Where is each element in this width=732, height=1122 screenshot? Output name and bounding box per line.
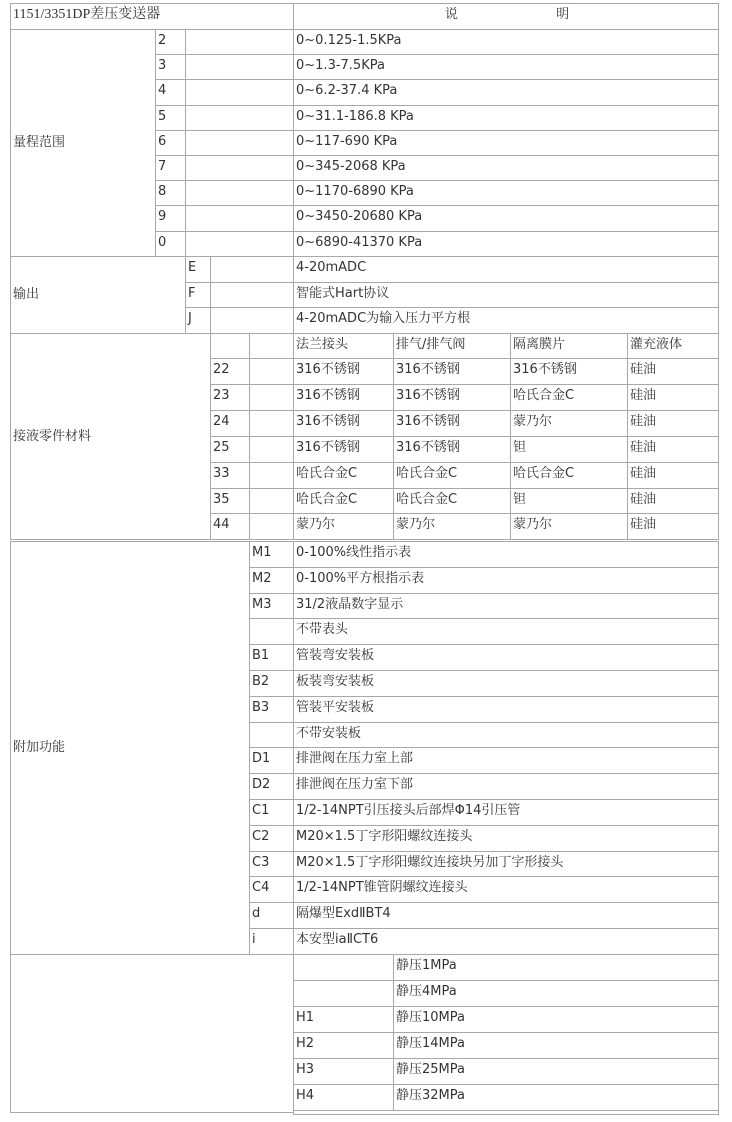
range-code: 0 [155, 231, 186, 257]
output-desc: 4-20mADC为输入压力平方根 [293, 307, 719, 334]
addon-desc: 31/2液晶数字显示 [293, 593, 719, 619]
addon-label: 附加功能 [10, 541, 250, 955]
output-spacer [210, 282, 294, 308]
output-desc: 智能式Hart协议 [293, 282, 719, 308]
wetted-header-spacer [249, 333, 294, 359]
range-desc: 0~1170-6890 KPa [293, 180, 719, 206]
range-spacer [185, 79, 294, 106]
addon-desc: 1/2-14NPT锥管阴螺纹连接头 [293, 876, 719, 903]
wetted-code: 35 [210, 488, 250, 514]
addon-desc: 管装弯安装板 [293, 644, 719, 671]
range-code: 5 [155, 105, 186, 131]
wetted-flange: 316不锈钢 [293, 358, 394, 385]
range-desc: 0~345-2068 KPa [293, 155, 719, 181]
addon-desc: 隔爆型ExdⅡBT4 [293, 902, 719, 929]
description-header-char-1: 说 [444, 7, 458, 22]
addon-desc: 1/2-14NPT引压接头后部焊Φ14引压管 [293, 799, 719, 826]
addon-code: M3 [249, 593, 294, 619]
addon-code: D2 [249, 773, 294, 800]
addon-desc: 管装平安装板 [293, 696, 719, 723]
wetted-label: 接液零件材料 [10, 333, 211, 540]
wetted-fill: 硅油 [627, 513, 719, 540]
wetted-vent: 316不锈钢 [393, 358, 511, 385]
addon-code: C1 [249, 799, 294, 826]
range-desc: 0~117-690 KPa [293, 130, 719, 156]
addon-code: i [249, 928, 294, 955]
wetted-fill: 硅油 [627, 410, 719, 437]
addon-desc: 0-100%线性指示表 [293, 541, 719, 568]
wetted-code: 33 [210, 462, 250, 489]
addon-code [249, 722, 294, 748]
static-code: H2 [293, 1032, 394, 1059]
wetted-flange: 316不锈钢 [293, 436, 394, 463]
range-desc: 0~6.2-37.4 KPa [293, 79, 719, 106]
wetted-column-header: 排气/排气阀 [393, 333, 511, 359]
wetted-spacer [249, 384, 294, 411]
wetted-flange: 哈氏合金C [293, 488, 394, 514]
addon-desc: 本安型iaⅡCT6 [293, 928, 719, 955]
range-spacer [185, 105, 294, 131]
wetted-diaphragm: 哈氏合金C [510, 462, 628, 489]
addon-desc: 板装弯安装板 [293, 670, 719, 697]
wetted-code: 44 [210, 513, 250, 540]
addon-desc: 排泄阀在压力室下部 [293, 773, 719, 800]
range-code: 7 [155, 155, 186, 181]
static-desc: 静压10MPa [393, 1006, 719, 1033]
wetted-vent: 蒙乃尔 [393, 513, 511, 540]
wetted-column-header: 灌充液体 [627, 333, 719, 359]
output-code: J [185, 307, 211, 334]
addon-code [249, 618, 294, 645]
wetted-code: 25 [210, 436, 250, 463]
range-spacer [185, 155, 294, 181]
wetted-code: 24 [210, 410, 250, 437]
description-header-char-2: 明 [556, 7, 570, 22]
wetted-flange: 316不锈钢 [293, 384, 394, 411]
wetted-column-header: 法兰接头 [293, 333, 394, 359]
wetted-code: 23 [210, 384, 250, 411]
wetted-flange: 蒙乃尔 [293, 513, 394, 540]
range-spacer [185, 205, 294, 232]
static-code: H1 [293, 1006, 394, 1033]
table-title: 1151/3351DP差压变送器 [10, 3, 294, 30]
static-desc: 静压32MPa [393, 1084, 719, 1111]
static-code: H3 [293, 1058, 394, 1085]
output-desc: 4-20mADC [293, 256, 719, 283]
static-desc: 静压4MPa [393, 980, 719, 1007]
wetted-diaphragm: 钽 [510, 488, 628, 514]
wetted-diaphragm: 蒙乃尔 [510, 513, 628, 540]
wetted-header-code [210, 333, 250, 359]
static-code [293, 980, 394, 1007]
range-label: 量程范围 [10, 29, 156, 257]
addon-code: M1 [249, 541, 294, 568]
range-code: 2 [155, 29, 186, 55]
range-desc: 0~0.125-1.5KPa [293, 29, 719, 55]
static-label [10, 954, 294, 1113]
range-spacer [185, 130, 294, 156]
range-spacer [185, 180, 294, 206]
wetted-code: 22 [210, 358, 250, 385]
range-code: 9 [155, 205, 186, 232]
output-label: 输出 [10, 256, 186, 334]
range-code: 4 [155, 79, 186, 106]
range-spacer [185, 29, 294, 55]
addon-desc: M20×1.5丁字形阳螺纹连接头 [293, 825, 719, 852]
wetted-spacer [249, 488, 294, 514]
wetted-column-header: 隔离膜片 [510, 333, 628, 359]
range-code: 3 [155, 54, 186, 80]
output-spacer [210, 307, 294, 334]
wetted-diaphragm: 316不锈钢 [510, 358, 628, 385]
output-spacer [210, 256, 294, 283]
wetted-diaphragm: 钽 [510, 436, 628, 463]
wetted-fill: 硅油 [627, 436, 719, 463]
wetted-spacer [249, 358, 294, 385]
wetted-vent: 316不锈钢 [393, 410, 511, 437]
static-code [293, 954, 394, 981]
wetted-flange: 哈氏合金C [293, 462, 394, 489]
addon-code: B2 [249, 670, 294, 697]
addon-desc: 排泄阀在压力室上部 [293, 747, 719, 774]
wetted-fill: 硅油 [627, 462, 719, 489]
addon-desc: 不带表头 [293, 618, 719, 645]
wetted-flange: 316不锈钢 [293, 410, 394, 437]
description-header [293, 3, 719, 30]
range-code: 6 [155, 130, 186, 156]
wetted-fill: 硅油 [627, 358, 719, 385]
wetted-spacer [249, 462, 294, 489]
range-desc: 0~3450-20680 KPa [293, 205, 719, 232]
static-desc: 静压14MPa [393, 1032, 719, 1059]
addon-desc: M20×1.5丁字形阳螺纹连接块另加丁字形接头 [293, 851, 719, 877]
addon-code: C4 [249, 876, 294, 903]
wetted-vent: 316不锈钢 [393, 384, 511, 411]
static-desc: 静压25MPa [393, 1058, 719, 1085]
wetted-spacer [249, 410, 294, 437]
addon-code: d [249, 902, 294, 929]
wetted-vent: 316不锈钢 [393, 436, 511, 463]
static-desc: 静压1MPa [393, 954, 719, 981]
range-code: 8 [155, 180, 186, 206]
wetted-vent: 哈氏合金C [393, 488, 511, 514]
addon-code: B3 [249, 696, 294, 723]
wetted-spacer [249, 436, 294, 463]
range-spacer [185, 231, 294, 257]
range-spacer [185, 54, 294, 80]
wetted-vent: 哈氏合金C [393, 462, 511, 489]
wetted-spacer [249, 513, 294, 540]
range-desc: 0~6890-41370 KPa [293, 231, 719, 257]
static-code: H4 [293, 1084, 394, 1111]
addon-code: D1 [249, 747, 294, 774]
wetted-diaphragm: 哈氏合金C [510, 384, 628, 411]
addon-desc: 0-100%平方根指示表 [293, 567, 719, 594]
output-code: F [185, 282, 211, 308]
range-desc: 0~31.1-186.8 KPa [293, 105, 719, 131]
wetted-diaphragm: 蒙乃尔 [510, 410, 628, 437]
static-tail [293, 1110, 719, 1115]
addon-code: C3 [249, 851, 294, 877]
wetted-fill: 硅油 [627, 384, 719, 411]
addon-code: M2 [249, 567, 294, 594]
addon-desc: 不带安装板 [293, 722, 719, 748]
wetted-fill: 硅油 [627, 488, 719, 514]
output-code: E [185, 256, 211, 283]
addon-code: B1 [249, 644, 294, 671]
range-desc: 0~1.3-7.5KPa [293, 54, 719, 80]
addon-code: C2 [249, 825, 294, 852]
